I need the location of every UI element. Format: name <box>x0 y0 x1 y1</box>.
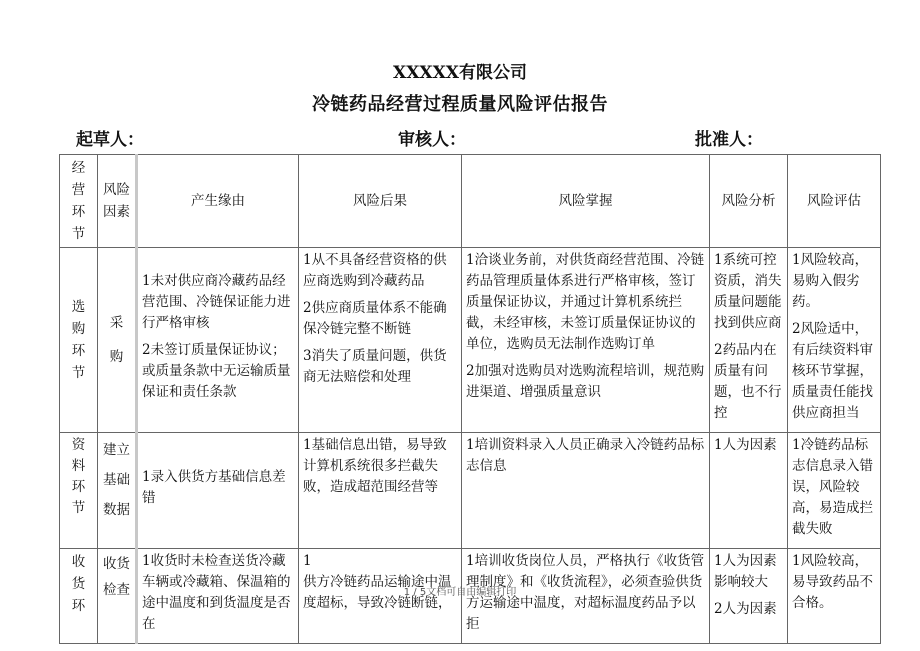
header-evaluation: 风险评估 <box>788 155 881 248</box>
cell-paragraph: 1人为因素影响较大 <box>714 553 777 590</box>
text-line: 数据 <box>103 502 130 518</box>
table-row <box>60 248 881 433</box>
text-line: 节 <box>71 365 86 381</box>
cell-paragraph: 2未签订质量保证协议；或质量条款中无运输质量保证和责任条款 <box>142 342 291 400</box>
evaluation-cell <box>788 248 881 433</box>
text-line: 节 <box>71 500 86 516</box>
cell-paragraph: 2人为因素 <box>714 601 777 617</box>
header-factor-text <box>102 179 131 223</box>
approver-label: 批准人： <box>695 130 763 150</box>
analysis-cell <box>710 248 788 433</box>
header-stage-text <box>64 157 93 245</box>
cell-paragraph: 2供应商质量体系不能确保冷链完整不断链 <box>303 300 447 337</box>
text-line: 风险 <box>103 182 130 198</box>
text-line: 环 <box>71 343 86 359</box>
stage-text <box>64 296 93 384</box>
header-control: 风险掌握 <box>462 155 710 248</box>
evaluation-cell <box>788 433 881 549</box>
cause-cell <box>137 248 299 433</box>
factor-cell <box>98 433 137 549</box>
cell-paragraph: 1培训资料录入人员正确录入冷链药品标志信息 <box>466 437 705 474</box>
table-row <box>60 433 881 549</box>
company-name: XXXXX有限公司 <box>393 63 527 83</box>
cell-paragraph: 供方冷链药品运输途中温度超标，导致冷链断链， <box>303 574 452 611</box>
cell-paragraph: 1人为因素 <box>714 437 777 453</box>
consequence-cell <box>299 433 462 549</box>
control-cell <box>462 248 710 433</box>
consequence-cell <box>299 248 462 433</box>
cell-paragraph: 1风险较高，易购入假劣药。 <box>792 252 869 310</box>
text-line: 采 <box>109 315 124 331</box>
stage-cell <box>60 248 98 433</box>
cell-paragraph: 1录入供货方基础信息差错 <box>142 468 286 506</box>
drafter-label: 起草人： <box>76 130 144 150</box>
text-line: 营 <box>71 182 86 198</box>
factor-text <box>102 435 131 525</box>
text-line: 建立 <box>103 442 130 458</box>
cell-paragraph: 1风险较高，易导致药品不合格。 <box>792 553 873 611</box>
text-line: 收货 <box>103 556 130 572</box>
factor-text <box>102 306 131 374</box>
text-line: 环 <box>71 204 86 220</box>
text-line: 货 <box>71 576 86 592</box>
text-line: 资 <box>71 437 86 453</box>
header-factor <box>98 155 137 248</box>
report-title: 冷链药品经营过程质量风险评估报告 <box>312 94 608 115</box>
cell-paragraph: 1基础信息出错，易导致计算机系统很多拦截失败，造成超范围经营等 <box>303 437 447 495</box>
text-line: 检查 <box>103 582 130 598</box>
text-line: 购 <box>109 349 124 365</box>
header-consequence: 风险后果 <box>299 155 462 248</box>
cell-paragraph: 1 <box>303 553 312 569</box>
text-line: 节 <box>71 226 86 242</box>
cell-paragraph: 1收货时未检查送货冷藏车辆或冷藏箱、保温箱的途中温度和到货温度是否在 <box>142 553 291 632</box>
factor-cell <box>98 248 137 433</box>
text-line: 因素 <box>103 204 130 220</box>
cell-paragraph: 1洽谈业务前，对供货商经营范围、冷链药品管理质量体系进行严格审核，签订质量保证协议，并通过计算机系统拦截，未经审核，未签订质量保证协议的单位，选购员无法制作选购订单 <box>466 252 705 352</box>
header-stage <box>60 155 98 248</box>
text-line: 经 <box>71 160 86 176</box>
reviewer-label: 审核人： <box>398 130 466 150</box>
page-footer: 1 / 5文档可自由编辑打印 <box>403 587 517 598</box>
stage-cell <box>60 433 98 549</box>
cause-cell <box>137 433 299 549</box>
cell-paragraph: 1系统可控资质，消失质量问题能找到供应商 <box>714 252 782 331</box>
analysis-cell <box>710 433 788 549</box>
text-line: 收 <box>71 554 86 570</box>
cell-paragraph: 2药品内在质量有问题，也不行控 <box>714 342 782 421</box>
text-line: 环 <box>71 479 86 495</box>
control-cell <box>462 433 710 549</box>
header-cause: 产生缘由 <box>137 155 299 248</box>
text-line: 基础 <box>103 472 130 488</box>
table-header-row <box>60 155 881 248</box>
cell-paragraph: 3消失了质量问题，供货商无法赔偿和处理 <box>303 348 447 385</box>
cell-paragraph: 2加强对选购员对选购流程培训，规范购进渠道、增强质量意识 <box>466 363 705 400</box>
text-line: 料 <box>71 458 86 474</box>
text-line: 购 <box>71 321 86 337</box>
text-line: 环 <box>71 598 86 614</box>
cell-paragraph: 1未对供应商冷藏药品经营范围、冷链保证能力进行严格审核 <box>142 273 291 331</box>
cell-paragraph: 2风险适中，有后续资料审核环节掌握，质量责任能找供应商担当 <box>792 321 873 421</box>
cell-paragraph: 1从不具备经营资格的供应商选购到冷藏药品 <box>303 252 447 289</box>
risk-assessment-table <box>59 154 881 644</box>
header-analysis: 风险分析 <box>710 155 788 248</box>
cell-paragraph: 1培训收货岗位人员，严格执行《收货管理制度》和《收货流程》，必须查验供货方运输途中温度，对超标温度药品予以拒 <box>466 553 705 632</box>
text-line: 选 <box>71 299 86 315</box>
cell-paragraph: 1冷链药品标志信息录入错误，风险较高，易造成拦截失败 <box>792 437 873 537</box>
stage-text <box>64 435 93 519</box>
